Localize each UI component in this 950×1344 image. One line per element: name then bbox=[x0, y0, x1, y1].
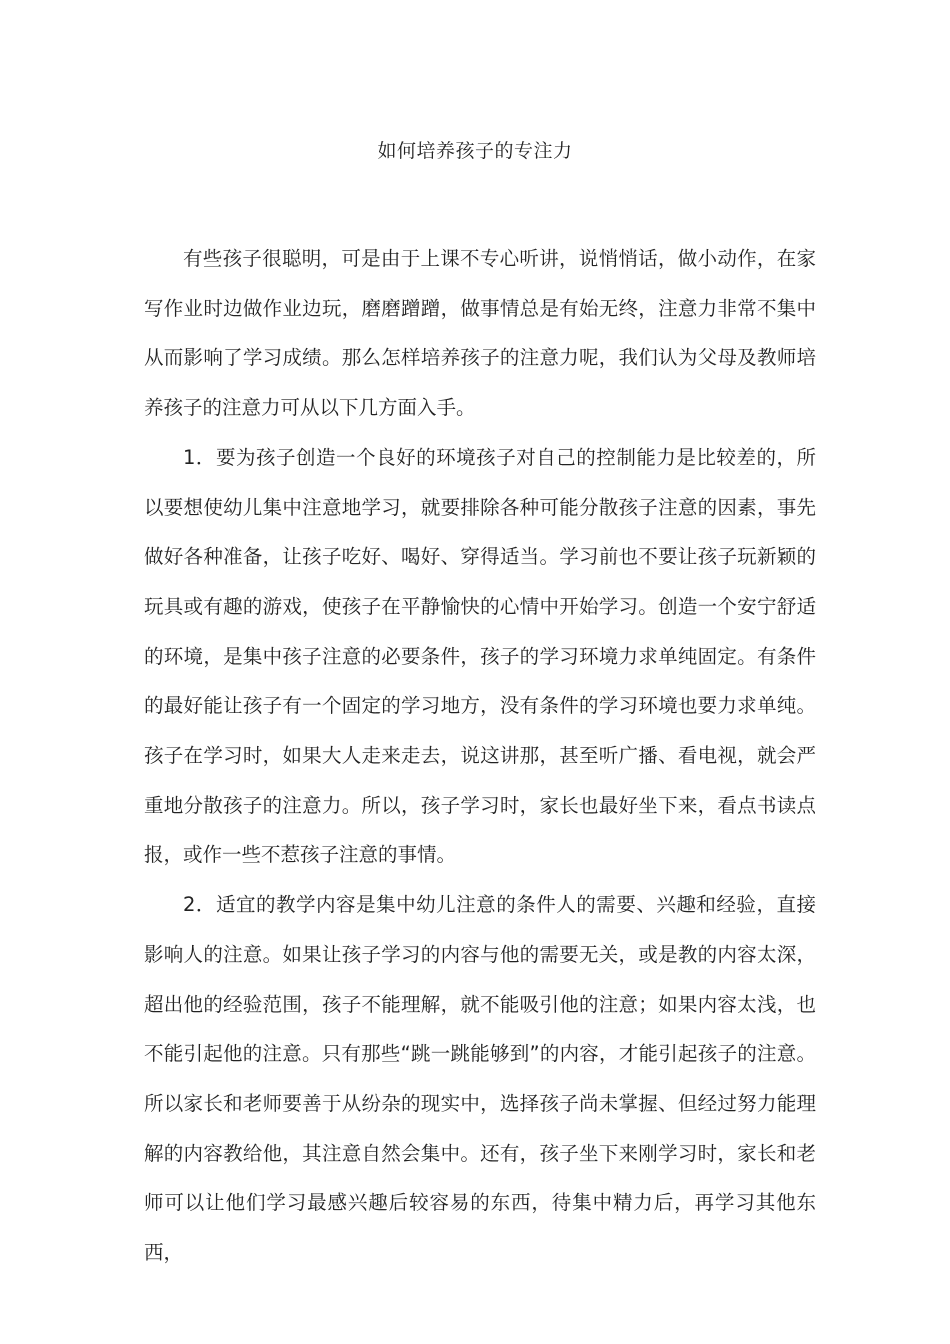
paragraph-environment: 1．要为孩子创造一个良好的环境孩子对自己的控制能力是比较差的，所以要想使幼儿集中注意地学习，就要排除各种可能分散孩子注意的因素，事先做好各种准备，让孩子吃好、喝好、穿得适当。学习前也不要让孩子玩新颖的玩具或有趣的游戏，使孩子在平静愉快的心情中开始学习。创造一个安宁舒适的环境，是集中孩子注意的必要条件，孩子的学习环境力求单纯固定。有条件的最好能让孩子有一个固定的学习地方，没有条件的学习环境也要力求单纯。孩子在学习时，如果大人走来走去，说这讲那，甚至听广播、看电视，就会严重地分散孩子的注意力。所以，孩子学习时，家长也最好坐下来，看点书读点报，或作一些不惹孩子注意的事情。 bbox=[144, 445, 816, 867]
document-body bbox=[144, 234, 816, 1278]
document-title: 如何培养孩子的专注力 bbox=[377, 140, 573, 162]
paragraph-intro: 有些孩子很聪明，可是由于上课不专心听讲，说悄悄话，做小动作，在家写作业时边做作业边玩，磨磨蹭蹭，做事情总是有始无终，注意力非常不集中从而影响了学习成绩。那么怎样培养孩子的注意力呢，我们认为父母及教师培养孩子的注意力可从以下几方面入手。 bbox=[144, 247, 816, 420]
paragraph-teaching-content: 2．适宜的教学内容是集中幼儿注意的条件人的需要、兴趣和经验，直接影响人的注意。如果让孩子学习的内容与他的需要无关，或是教的内容太深，超出他的经验范围，孩子不能理解，就不能吸引他的注意；如果内容太浅，也不能引起他的注意。只有那些“跳一跳能够到”的内容，才能引起孩子的注意。所以家长和老师要善于从纷杂的现实中，选择孩子尚未掌握、但经过努力能理解的内容教给他，其注意自然会集中。还有，孩子坐下来刚学习时，家长和老师可以让他们学习最感兴趣后较容易的东西，待集中精力后，再学习其他东西， bbox=[144, 893, 816, 1265]
